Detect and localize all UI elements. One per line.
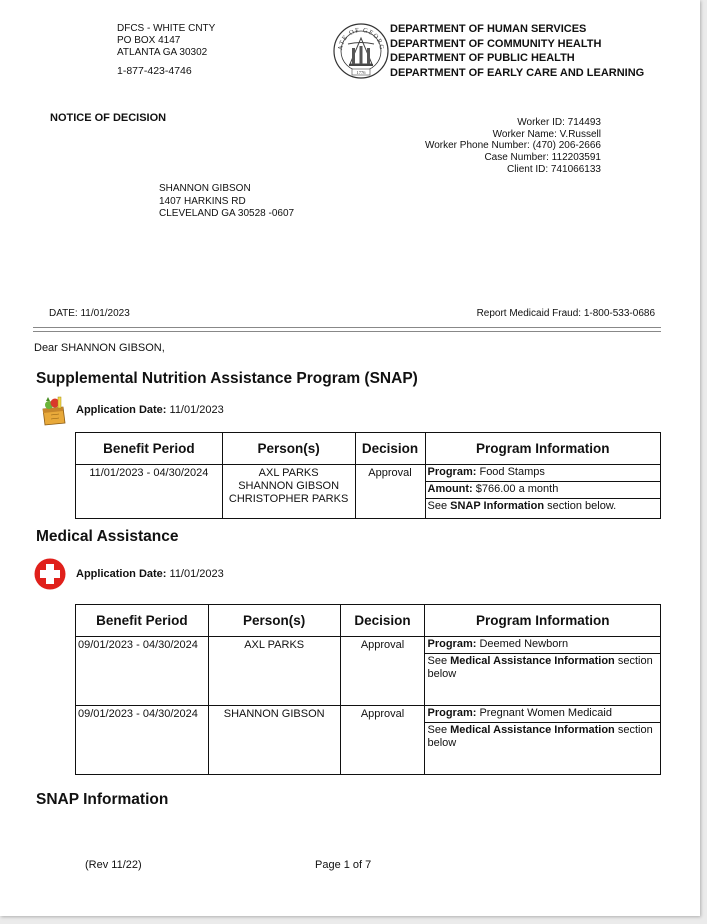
agency-phone: 1-877-423-4746	[117, 65, 192, 77]
agency-city: ATLANTA GA 30302	[117, 47, 208, 58]
recipient-address	[159, 183, 294, 221]
snap-information-title: SNAP Information	[36, 791, 169, 808]
medical-application-date	[76, 568, 224, 580]
table-header: Decision	[355, 433, 425, 465]
amount-line: Amount: $766.00 a month	[426, 482, 661, 499]
persons-cell: AXL PARKS	[208, 637, 340, 706]
grocery-bag-icon	[39, 395, 69, 427]
recipient-street: 1407 HARKINS RD	[159, 195, 246, 207]
medical-section-title: Medical Assistance	[36, 528, 179, 545]
worker-id: Worker ID: 714493	[517, 117, 601, 128]
medical-benefit-table	[75, 604, 661, 775]
decision-cell: Approval	[340, 637, 425, 706]
persons-cell: SHANNON GIBSON	[208, 706, 340, 775]
program-line: Program: Food Stamps	[426, 465, 661, 482]
table-header: Benefit Period	[76, 433, 223, 465]
snap-application-date	[76, 404, 224, 416]
state-seal-logo	[332, 22, 390, 80]
agency-pobox: PO BOX 4147	[117, 35, 181, 46]
table-header: Person(s)	[222, 433, 355, 465]
worker-info-block	[425, 117, 601, 176]
medical-app-date-value: 11/01/2023	[169, 568, 224, 580]
see-info-line: See SNAP Information section below.	[427, 500, 617, 512]
see-info-line: See Medical Assistance Information section below	[427, 655, 653, 680]
divider-line	[33, 331, 661, 332]
table-row	[76, 637, 661, 706]
program-line: Program: Pregnant Women Medicaid	[425, 706, 660, 723]
recipient-name: SHANNON GIBSON	[159, 183, 251, 194]
snap-app-date-value: 11/01/2023	[169, 404, 224, 416]
worker-name: Worker Name: V.Russell	[492, 128, 601, 140]
medical-app-date-label: Application Date:	[76, 568, 167, 580]
program-line: Program: Deemed Newborn	[425, 637, 660, 654]
greeting: Dear SHANNON GIBSON,	[34, 342, 165, 354]
seal-text: ATE OF GEORG	[336, 26, 386, 51]
table-header: Person(s)	[208, 605, 340, 637]
fraud-hotline: Report Medicaid Fraud: 1-800-533-0686	[476, 308, 655, 319]
page-number: Page 1 of 7	[315, 859, 372, 871]
snap-section-title: Supplemental Nutrition Assistance Program (SNAP)	[36, 370, 418, 387]
case-number: Case Number: 112203591	[484, 152, 601, 164]
persons-cell	[222, 465, 355, 519]
see-info-line: See Medical Assistance Information section below	[427, 724, 653, 749]
program-info-cell	[425, 637, 661, 706]
agency-office: DFCS - WHITE CNTY	[117, 23, 216, 34]
notice-title: NOTICE OF DECISION	[50, 112, 167, 124]
department-human-services: DEPARTMENT OF HUMAN SERVICES	[390, 23, 587, 35]
department-early-care: DEPARTMENT OF EARLY CARE AND LEARNING	[390, 66, 645, 79]
decision-cell: Approval	[355, 465, 425, 519]
benefit-period-cell: 11/01/2023 - 04/30/2024	[76, 465, 223, 519]
agency-address-block	[117, 23, 215, 77]
client-id: Client ID: 741066133	[507, 163, 601, 175]
program-info-cell	[425, 706, 661, 775]
table-header: Decision	[340, 605, 425, 637]
person-name: SHANNON GIBSON	[238, 480, 340, 492]
decision-cell: Approval	[340, 706, 425, 775]
seal-year: 1776	[356, 70, 366, 75]
program-info-cell	[425, 465, 661, 519]
recipient-city: CLEVELAND GA 30528 -0607	[159, 208, 295, 219]
table-header: Benefit Period	[76, 605, 209, 637]
snap-app-date-label: Application Date:	[76, 404, 167, 416]
table-row	[76, 465, 661, 519]
department-list	[390, 22, 644, 80]
benefit-period-cell: 09/01/2023 - 04/30/2024	[76, 706, 209, 775]
table-row	[76, 706, 661, 775]
person-name: CHRISTOPHER PARKS	[228, 493, 349, 505]
department-public-health: DEPARTMENT OF PUBLIC HEALTH	[390, 52, 575, 64]
table-header: Program Information	[425, 433, 661, 465]
department-community-health: DEPARTMENT OF COMMUNITY HEALTH	[390, 37, 602, 50]
benefit-period-cell: 09/01/2023 - 04/30/2024	[76, 637, 209, 706]
worker-phone: Worker Phone Number: (470) 206-2666	[424, 140, 601, 152]
person-name: AXL PARKS	[258, 467, 319, 479]
revision-footer: (Rev 11/22)	[85, 859, 142, 871]
snap-benefit-table	[75, 432, 661, 519]
medical-cross-icon	[34, 558, 66, 590]
table-header: Program Information	[425, 605, 661, 637]
divider-line	[33, 327, 661, 328]
notice-date: DATE: 11/01/2023	[49, 308, 130, 319]
